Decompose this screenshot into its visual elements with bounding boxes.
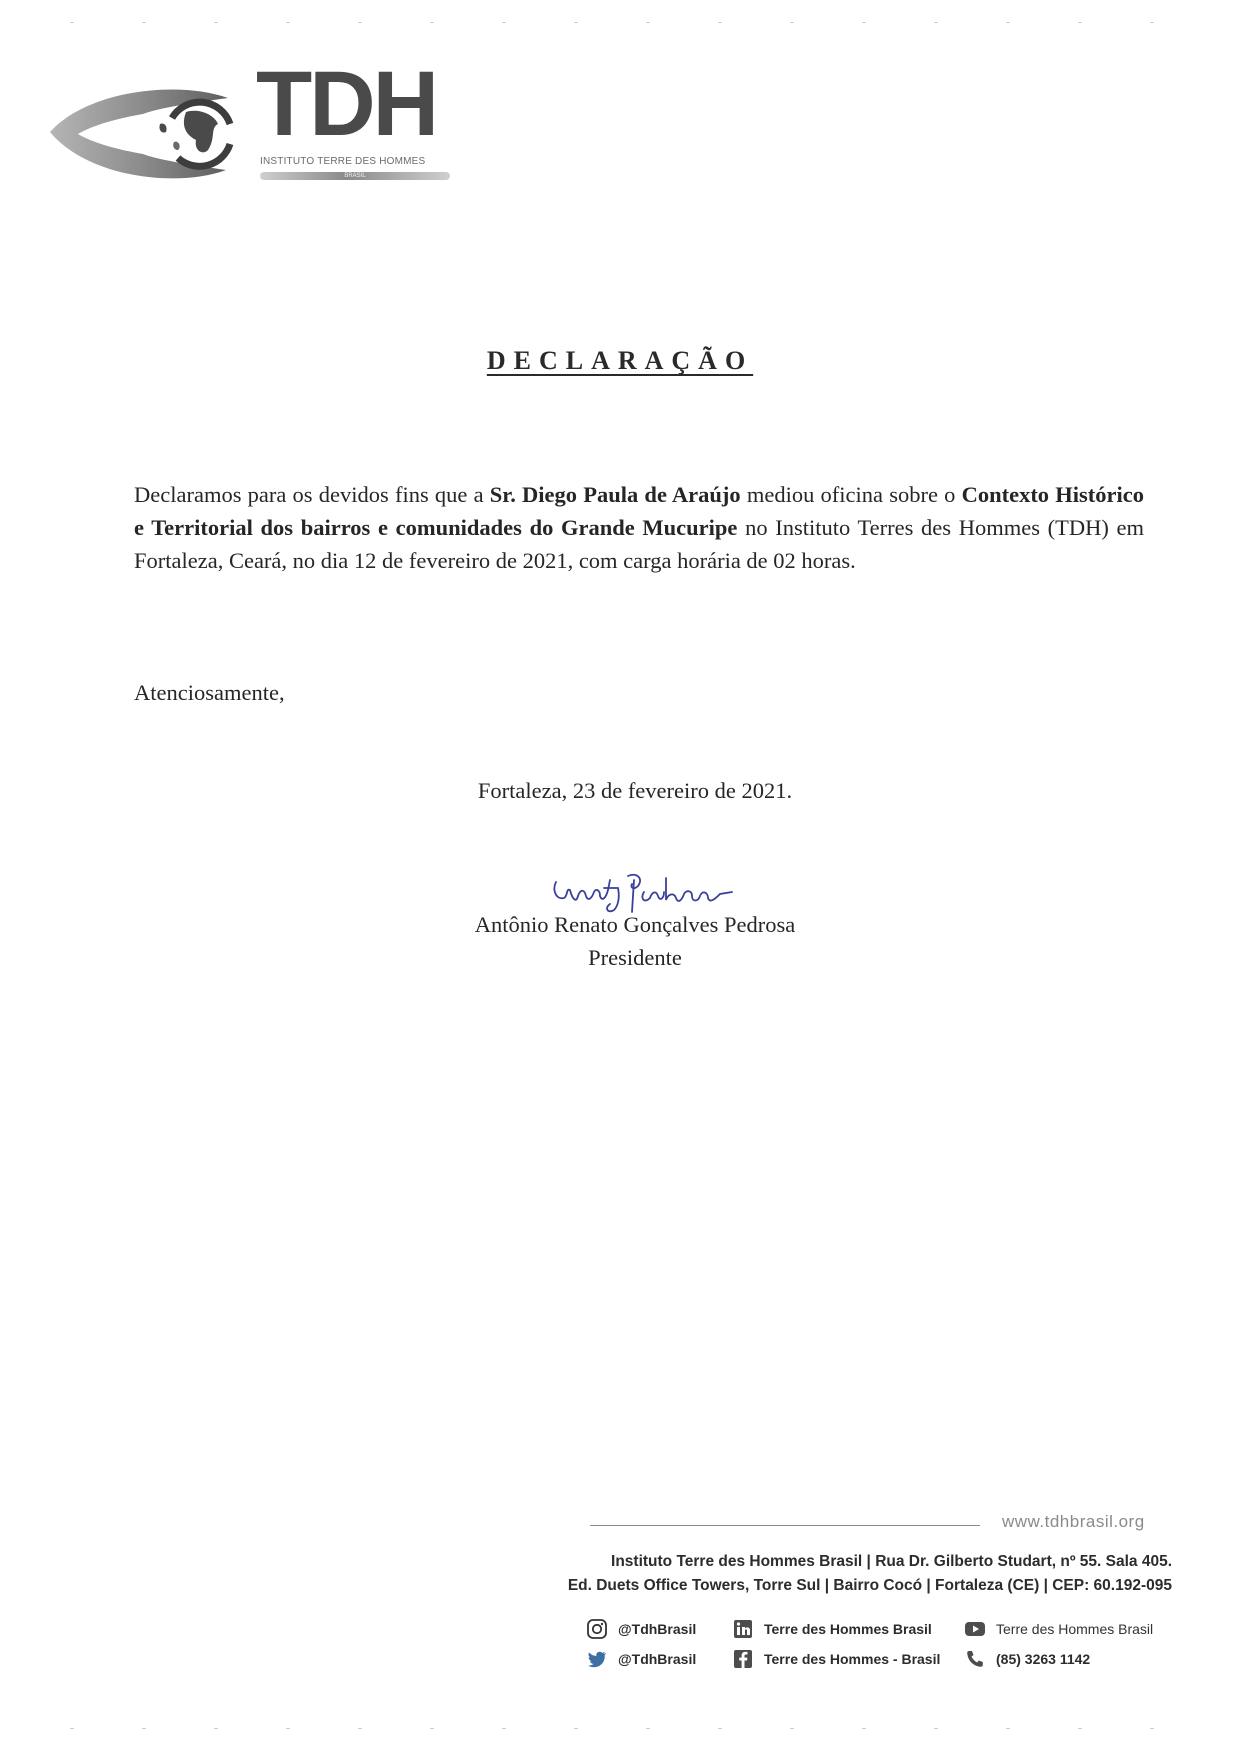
scan-speck xyxy=(1078,1728,1082,1729)
scan-speck xyxy=(1150,1728,1154,1729)
tdh-logo xyxy=(48,53,468,194)
scan-speck xyxy=(934,1728,938,1729)
logo-wordmark: TDH xyxy=(256,53,437,155)
social-linkedin[interactable] xyxy=(732,1618,932,1640)
scan-speck xyxy=(502,22,506,23)
address-line-2: Ed. Duets Office Towers, Torre Sul | Bairro Cocó | Fortaleza (CE) | CEP: 60.192-095 xyxy=(567,1577,1172,1594)
scan-speck xyxy=(574,22,578,23)
scan-speck xyxy=(862,1728,866,1729)
scan-speck xyxy=(718,1728,722,1729)
signer-name: Antônio Renato Gonçalves Pedrosa xyxy=(474,912,796,937)
scan-speck xyxy=(286,1728,290,1729)
scan-speck xyxy=(574,1728,578,1729)
scan-speck xyxy=(70,22,74,23)
scan-speck xyxy=(358,22,362,23)
scan-speck xyxy=(358,1728,362,1729)
scan-speck xyxy=(1150,22,1154,23)
youtube-channel: Terre des Hommes Brasil xyxy=(996,1621,1154,1637)
place-and-date: Fortaleza, 23 de fevereiro de 2021. xyxy=(477,778,793,803)
scan-speck xyxy=(862,22,866,23)
logo-subtitle: INSTITUTO TERRE DES HOMMES xyxy=(260,156,426,167)
paragraph-mid: mediou oficina sobre o xyxy=(740,482,962,507)
website-link[interactable]: www.tdhbrasil.org xyxy=(1002,1512,1145,1531)
youtube-icon xyxy=(964,1618,986,1640)
social-instagram[interactable] xyxy=(586,1618,696,1640)
eye-globe-logo-icon xyxy=(48,80,268,190)
scan-speck xyxy=(646,1728,650,1729)
twitter-handle: @TdhBrasil xyxy=(618,1651,697,1667)
facebook-page: Terre des Hommes - Brasil xyxy=(764,1651,941,1667)
scan-speck xyxy=(502,1728,506,1729)
linkedin-name: Terre des Hommes Brasil xyxy=(764,1621,932,1637)
scan-speck xyxy=(70,1728,74,1729)
linkedin-icon xyxy=(732,1618,754,1640)
closing-salutation: Atenciosamente, xyxy=(134,680,285,705)
social-facebook[interactable] xyxy=(732,1648,940,1670)
signer-role: Presidente xyxy=(588,945,682,970)
logo-country-bar: BRASIL xyxy=(260,172,450,180)
scan-speck xyxy=(790,22,794,23)
document-title xyxy=(0,346,1240,376)
scan-speck xyxy=(430,1728,434,1729)
contact-phone[interactable] xyxy=(964,1648,1090,1670)
instagram-icon xyxy=(586,1618,608,1640)
scan-speck xyxy=(286,22,290,23)
paragraph-intro: Declaramos para os devidos fins que a xyxy=(134,482,490,507)
social-twitter[interactable] xyxy=(586,1648,696,1670)
paragraph-end: no Instituto Terres des Hommes (TDH) em Fortaleza, Ceará, no dia 12 de fevereiro de 2021, com carga horária de 02 horas. xyxy=(134,515,1144,573)
phone-icon xyxy=(964,1648,986,1670)
declaration-paragraph xyxy=(134,478,1144,577)
scan-speck xyxy=(142,22,146,23)
phone-number: (85) 3263 1142 xyxy=(996,1651,1091,1667)
signer-block xyxy=(0,908,1240,974)
scan-speck xyxy=(430,22,434,23)
scan-speck xyxy=(646,22,650,23)
person-name: Sr. Diego Paula de Araújo xyxy=(489,482,741,507)
social-youtube[interactable] xyxy=(964,1618,1153,1640)
scan-speck xyxy=(718,22,722,23)
workshop-topic: Contexto Histórico e Territorial dos bairros e comunidades do Grande Mucuripe xyxy=(134,482,1144,540)
scan-speck xyxy=(790,1728,794,1729)
instagram-handle: @TdhBrasil xyxy=(618,1621,697,1637)
footer-divider xyxy=(590,1525,980,1526)
document-title-text: DECLARAÇÃO xyxy=(486,346,754,375)
scan-speck xyxy=(934,22,938,23)
scan-speck xyxy=(142,1728,146,1729)
twitter-bird-icon xyxy=(586,1648,608,1670)
facebook-icon xyxy=(732,1648,754,1670)
address-line-1: Instituto Terre des Hommes Brasil | Rua Dr. Gilberto Studart, nº 55. Sala 405. xyxy=(611,1553,1172,1570)
scan-speck xyxy=(1006,1728,1010,1729)
scan-speck xyxy=(1078,22,1082,23)
scan-speck xyxy=(1006,22,1010,23)
scan-speck xyxy=(214,1728,218,1729)
scan-speck xyxy=(214,22,218,23)
